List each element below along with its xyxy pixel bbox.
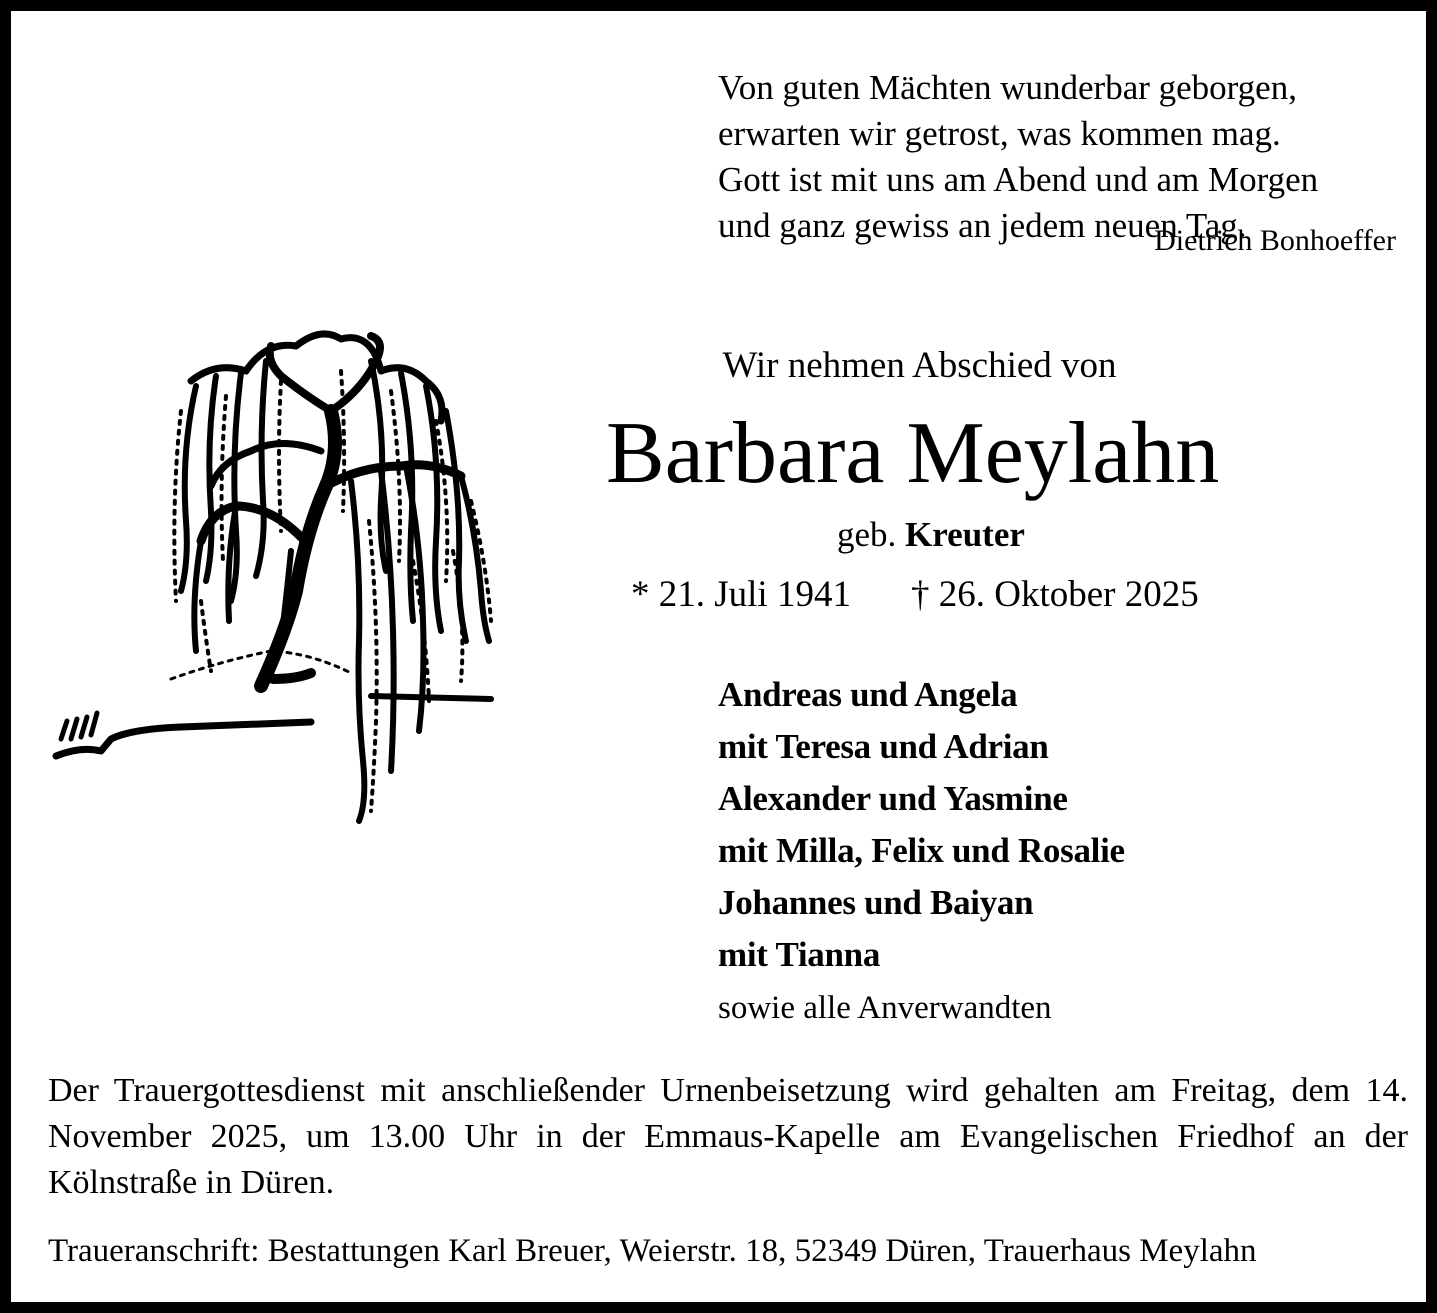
relatives-line: sowie alle Anverwandten [718, 990, 1052, 1026]
maiden-name-line [837, 515, 1025, 555]
family-line: Alexander und Yasmine [718, 779, 1068, 818]
maiden-prefix: geb. [837, 515, 897, 554]
service-info: Der Trauergottesdienst mit anschließender Urnenbeisetzung wird gehalten am Freitag, dem 14. November 2025, um 13.00 Uhr in der Emmaus-Kapelle am Evangelischen Friedhof an der Kölnstraße in Düren. [48, 1072, 1408, 1201]
family-line: Johannes und Baiyan [718, 883, 1034, 922]
family-line: mit Tianna [718, 935, 881, 974]
poem-line: Gott ist mit uns am Abend und am Morgen [718, 160, 1319, 199]
poem-line: Von guten Mächten wunderbar geborgen, [718, 68, 1297, 107]
family-line: mit Milla, Felix und Rosalie [718, 831, 1125, 870]
poem-line: erwarten wir getrost, was kommen mag. [718, 114, 1281, 153]
intro-label: Wir nehmen Abschied von [722, 345, 1117, 386]
maiden-name: Kreuter [905, 515, 1025, 554]
intro-text [11, 344, 1437, 387]
life-dates [631, 573, 1199, 616]
family-list [718, 669, 1125, 1033]
family-line: Andreas und Angela [718, 675, 1018, 714]
family-line: mit Teresa und Adrian [718, 727, 1049, 766]
mourning-address: Traueranschrift: Bestattungen Karl Breuer, Weierstr. 18, 52349 Düren, Trauerhaus Meylahn [48, 1233, 1257, 1269]
poem-line: und ganz gewiss an jedem neuen Tag. [718, 206, 1247, 245]
deceased-name: Barbara Meylahn [606, 405, 1220, 502]
poem-author: Dietrich Bonhoeffer [1154, 224, 1396, 257]
birth-date: * 21. Juli 1941 [631, 574, 851, 615]
death-date: † 26. Oktober 2025 [910, 574, 1199, 615]
poem [718, 65, 1318, 249]
